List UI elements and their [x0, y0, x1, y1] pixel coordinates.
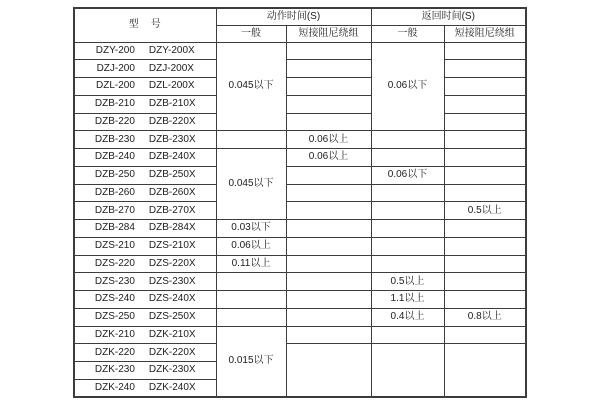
- table-row: [74, 291, 526, 309]
- table-row: [74, 131, 526, 149]
- table-row: [74, 255, 526, 273]
- model-label: DZK-220X: [148, 346, 196, 358]
- table-row: [74, 344, 526, 362]
- model-cell: [74, 113, 216, 131]
- model-label: DZB-210X: [148, 98, 196, 110]
- value-cell: [371, 149, 444, 167]
- model-cell: [74, 42, 216, 60]
- table-header: [74, 8, 526, 42]
- table-row: [74, 220, 526, 238]
- value-cell: [444, 237, 526, 255]
- value-cell: [216, 308, 286, 326]
- table-row: [74, 60, 526, 78]
- model-label: DZB-270X: [148, 204, 196, 216]
- model-label: DZS-230X: [148, 275, 196, 287]
- model-label: DZS-210: [94, 240, 135, 252]
- model-label: DZS-220X: [148, 257, 196, 269]
- model-cell: [74, 60, 216, 78]
- value-cell: [444, 255, 526, 273]
- value-cell: [444, 95, 526, 113]
- model-label: DZK-210X: [148, 328, 196, 340]
- model-label: DZB-284X: [148, 222, 196, 234]
- model-cell: [74, 95, 216, 113]
- model-cell: [74, 78, 216, 96]
- header-action-time: 动作时间(S): [216, 8, 371, 25]
- model-cell: [74, 362, 216, 380]
- value-cell: [371, 131, 444, 149]
- model-label: DZS-240X: [148, 293, 196, 305]
- value-cell: 0.11以上: [216, 255, 286, 273]
- model-label: DZS-240: [94, 293, 135, 305]
- value-cell: 0.03以下: [216, 220, 286, 238]
- model-label: DZB-260X: [148, 186, 196, 198]
- value-cell: 0.06以上: [286, 149, 371, 167]
- model-label: DZL-200X: [148, 80, 195, 92]
- model-label: DZS-210X: [148, 240, 196, 252]
- model-label: DZS-250X: [148, 311, 196, 323]
- value-cell: [444, 326, 526, 344]
- table-row: [74, 202, 526, 220]
- table-row: [74, 308, 526, 326]
- table-row: [74, 166, 526, 184]
- value-cell: 0.06以下: [371, 166, 444, 184]
- header-return-time: 返回时间(S): [371, 8, 526, 25]
- value-cell: [444, 60, 526, 78]
- model-cell: [74, 326, 216, 344]
- value-cell: [286, 273, 371, 291]
- value-cell: [444, 273, 526, 291]
- table-row: [74, 184, 526, 202]
- relay-spec-table: [73, 7, 527, 398]
- model-label: DZK-240X: [148, 381, 196, 393]
- value-cell: [371, 237, 444, 255]
- value-cell: [286, 237, 371, 255]
- table-row: [74, 113, 526, 131]
- value-cell: 0.8以上: [444, 308, 526, 326]
- model-cell: [74, 344, 216, 362]
- model-label: DZK-240: [94, 381, 135, 393]
- model-label: DZB-250X: [148, 169, 196, 181]
- table-row: [74, 42, 526, 60]
- value-cell: [286, 344, 371, 397]
- model-cell: [74, 220, 216, 238]
- value-cell: 0.015以下: [216, 326, 286, 397]
- value-cell: [216, 273, 286, 291]
- header-row-1: [74, 8, 526, 25]
- value-cell: [444, 220, 526, 238]
- model-cell: [74, 202, 216, 220]
- value-cell: [286, 326, 371, 344]
- table-row: [74, 78, 526, 96]
- model-cell: [74, 166, 216, 184]
- value-cell: [286, 255, 371, 273]
- value-cell: 0.06以上: [286, 131, 371, 149]
- value-cell: [444, 42, 526, 60]
- model-label: DZB-240X: [148, 151, 196, 163]
- model-label: DZB-284: [94, 222, 135, 234]
- value-cell: [286, 95, 371, 113]
- value-cell: 0.5以上: [444, 202, 526, 220]
- model-label: DZJ-200: [96, 62, 135, 74]
- model-label: DZY-200X: [148, 44, 195, 56]
- model-label: DZB-210: [94, 98, 135, 110]
- model-label: DZK-220: [94, 346, 135, 358]
- model-label: DZK-230: [94, 364, 135, 376]
- table-row: [74, 95, 526, 113]
- header-model: 型 号: [74, 8, 216, 42]
- value-cell: [371, 202, 444, 220]
- value-cell: [444, 131, 526, 149]
- value-cell: 1.1以上: [371, 291, 444, 309]
- table-row: [74, 326, 526, 344]
- model-label: DZB-260: [94, 186, 135, 198]
- model-cell: [74, 184, 216, 202]
- header-return-damping: 短接阻尼绕组: [444, 25, 526, 42]
- value-cell: [286, 291, 371, 309]
- value-cell: [286, 60, 371, 78]
- model-cell: [74, 237, 216, 255]
- model-label: DZB-240: [94, 151, 135, 163]
- value-cell: [371, 326, 444, 344]
- value-cell: 0.045以下: [216, 42, 286, 131]
- model-label: DZB-220: [94, 115, 135, 127]
- value-cell: [371, 255, 444, 273]
- value-cell: [286, 308, 371, 326]
- model-cell: [74, 291, 216, 309]
- model-label: DZB-250: [94, 169, 135, 181]
- value-cell: [286, 202, 371, 220]
- value-cell: [286, 184, 371, 202]
- value-cell: [286, 42, 371, 60]
- value-cell: [371, 184, 444, 202]
- value-cell: [216, 131, 286, 149]
- model-cell: [74, 255, 216, 273]
- model-label: DZB-230X: [148, 133, 196, 145]
- value-cell: 0.06以下: [371, 42, 444, 131]
- value-cell: [444, 291, 526, 309]
- value-cell: [286, 78, 371, 96]
- table-row: [74, 237, 526, 255]
- table-row: [74, 273, 526, 291]
- header-action-damping: 短接阻尼绕组: [286, 25, 371, 42]
- model-label: DZB-230: [94, 133, 135, 145]
- model-label: DZS-230: [94, 275, 135, 287]
- value-cell: [444, 149, 526, 167]
- model-cell: [74, 379, 216, 397]
- value-cell: [444, 113, 526, 131]
- value-cell: 0.4以上: [371, 308, 444, 326]
- value-cell: [444, 166, 526, 184]
- value-cell: [444, 344, 526, 397]
- model-label: DZS-220: [94, 257, 135, 269]
- value-cell: [444, 78, 526, 96]
- value-cell: [216, 291, 286, 309]
- model-label: DZB-270: [94, 204, 135, 216]
- value-cell: 0.06以上: [216, 237, 286, 255]
- model-cell: [74, 149, 216, 167]
- model-cell: [74, 273, 216, 291]
- header-return-general: 一般: [371, 25, 444, 42]
- value-cell: [371, 220, 444, 238]
- model-label: DZB-220X: [148, 115, 196, 127]
- model-label: DZJ-200X: [148, 62, 194, 74]
- model-label: DZY-200: [95, 44, 135, 56]
- table-body: [74, 42, 526, 397]
- value-cell: 0.045以下: [216, 149, 286, 220]
- model-cell: [74, 308, 216, 326]
- value-cell: [371, 344, 444, 397]
- table-row: [74, 149, 526, 167]
- model-label: DZK-210: [94, 328, 135, 340]
- value-cell: [286, 113, 371, 131]
- value-cell: [286, 220, 371, 238]
- model-label: DZS-250: [94, 311, 135, 323]
- model-label: DZK-230X: [148, 364, 196, 376]
- header-action-general: 一般: [216, 25, 286, 42]
- value-cell: [444, 184, 526, 202]
- value-cell: [286, 166, 371, 184]
- value-cell: 0.5以上: [371, 273, 444, 291]
- model-label: DZL-200: [96, 80, 135, 92]
- model-cell: [74, 131, 216, 149]
